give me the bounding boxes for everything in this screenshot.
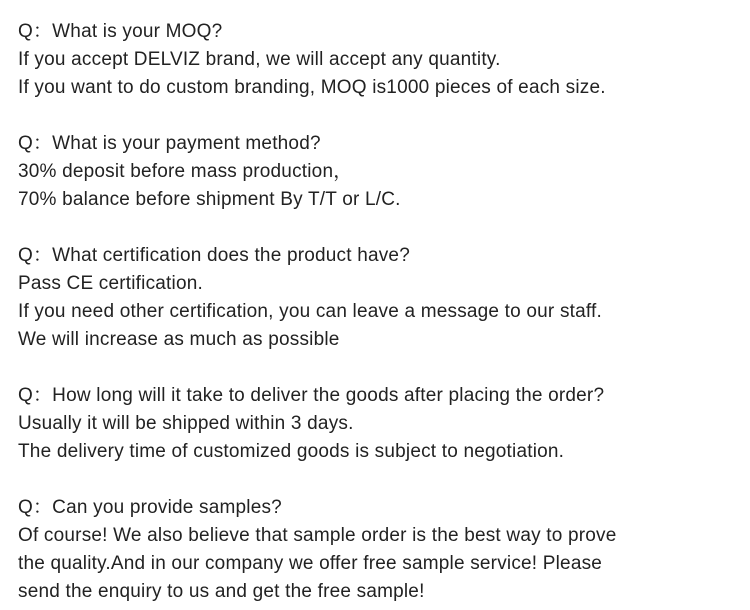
faq-item-samples [18, 494, 738, 606]
faq-question: Q：What is your payment method? [18, 133, 321, 154]
faq-item-moq [18, 18, 738, 102]
faq-answer-line: 70% balance before shipment By T/T or L/C. [18, 189, 401, 210]
faq-item-payment [18, 130, 738, 214]
faq-question: Q：What is your MOQ? [18, 21, 223, 42]
faq-answer-line: send the enquiry to us and get the free sample! [18, 581, 425, 602]
faq-answer-line: Pass CE certification. [18, 273, 203, 294]
faq-answer-line: If you accept DELVIZ brand, we will accept any quantity. [18, 49, 501, 70]
faq-answer-line: Usually it will be shipped within 3 days. [18, 413, 354, 434]
faq-answer-line: The delivery time of customized goods is subject to negotiation. [18, 441, 565, 462]
faq-item-delivery [18, 382, 738, 466]
faq-list [18, 18, 738, 606]
faq-answer-line: 30% deposit before mass production， [18, 161, 353, 182]
faq-answer-line: Of course! We also believe that sample order is the best way to prove [18, 525, 617, 546]
faq-answer-line: If you need other certification, you can leave a message to our staff. [18, 301, 602, 322]
faq-answer-line: If you want to do custom branding, MOQ is1000 pieces of each size. [18, 77, 606, 98]
faq-question: Q：How long will it take to deliver the goods after placing the order? [18, 385, 605, 406]
faq-answer-line: We will increase as much as possible [18, 329, 340, 350]
faq-question: Q：Can you provide samples? [18, 497, 282, 518]
faq-item-certification [18, 242, 738, 354]
faq-answer-line: the quality.And in our company we offer free sample service! Please [18, 553, 603, 574]
faq-question: Q：What certification does the product have? [18, 245, 410, 266]
